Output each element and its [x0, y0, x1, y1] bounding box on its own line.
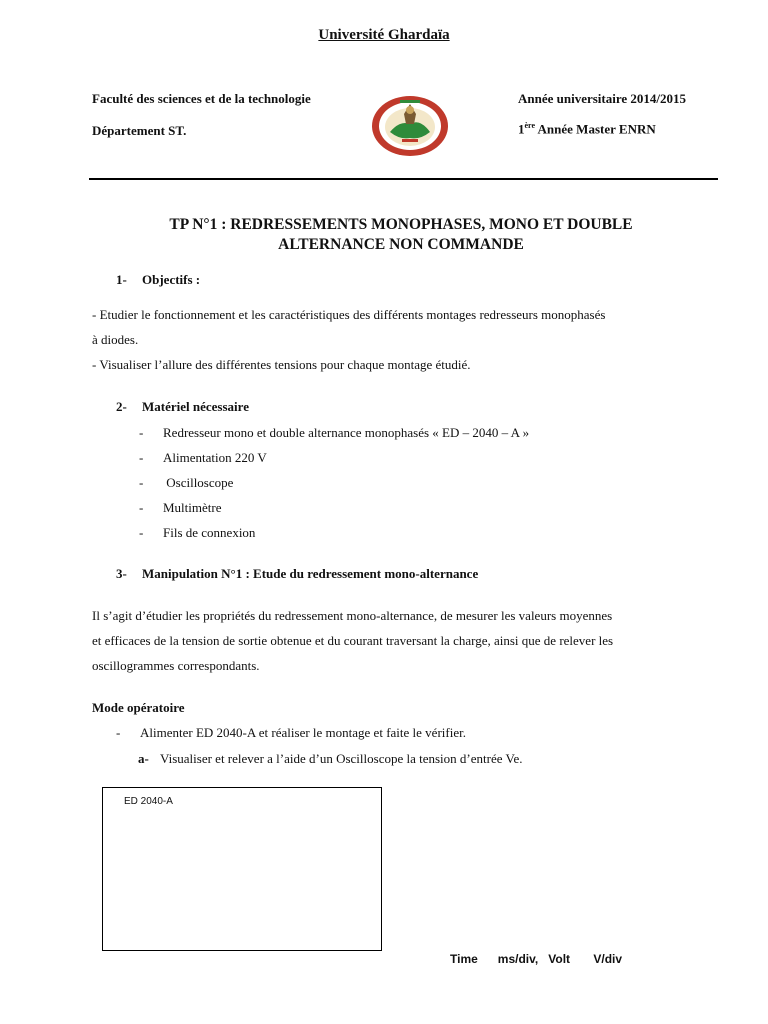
section-number: 2- — [116, 399, 127, 414]
oscillogram-box — [102, 787, 382, 951]
tp-title — [100, 215, 702, 255]
sub-step-text: Visualiser et relever a l’aide d’un Oscilloscope la tension d’entrée Ve. — [160, 751, 523, 766]
manipulation-line2: et efficaces de la tension de sortie obtenue et du courant traversant la charge, ainsi que de relever les — [92, 633, 614, 648]
list-item: - Multimètre — [139, 500, 222, 515]
list-item-text: Oscilloscope — [163, 475, 234, 490]
section-title: Matériel nécessaire — [142, 399, 249, 414]
objectifs-line1: - Etudier le fonctionnement et les caractéristiques des différents montages redresseurs monophasés — [92, 307, 606, 322]
list-item: - Fils de connexion — [139, 525, 256, 540]
university-logo-icon — [370, 94, 450, 158]
mode-operatoire-heading: Mode opératoire — [92, 700, 185, 715]
tp-title-line1: TP N°1 : REDRESSEMENTS MONOPHASES, MONO ET DOUBLE — [169, 216, 633, 233]
tp-title-line2: ALTERNANCE NON COMMANDE — [278, 236, 524, 253]
list-item-text: Alimentation 220 V — [163, 450, 267, 465]
header-divider — [89, 178, 718, 180]
section-title: Manipulation N°1 : Etude du redressement mono-alternance — [142, 566, 479, 581]
section-title: Objectifs : — [142, 272, 201, 287]
list-item: - Redresseur mono et double alternance monophasés « ED – 2040 – A » — [139, 425, 530, 440]
section-manipulation-heading — [116, 566, 478, 582]
faculty-label: Faculté des sciences et de la technologie — [92, 91, 311, 106]
manipulation-text — [92, 603, 722, 678]
box-label: ED 2040-A — [124, 796, 173, 807]
list-item-text: Multimètre — [163, 500, 222, 515]
sub-step — [138, 751, 522, 767]
list-item: - Oscilloscope — [139, 475, 234, 490]
step-text: Alimenter ED 2040-A et réaliser le montage et faite le vérifier. — [140, 725, 466, 740]
objectifs-text — [92, 302, 722, 377]
level-sup: ère — [524, 121, 536, 130]
list-item-text: Redresseur mono et double alternance monophasés « ED – 2040 – A » — [163, 425, 530, 440]
level-prefix: 1 — [518, 121, 525, 137]
list-item: - Alimentation 220 V — [139, 450, 267, 465]
academic-year: Année universitaire 2014/2015 — [518, 91, 687, 106]
section-number: 3- — [116, 566, 127, 581]
section-objectifs-heading — [116, 272, 200, 288]
sub-step-label: a- — [138, 751, 149, 766]
time-volt-line: Time ms/div, Volt V/div — [450, 952, 623, 966]
level-label — [518, 121, 656, 137]
list-item: - Alimenter ED 2040-A et réaliser le montage et faite le vérifier. — [116, 725, 466, 740]
department-label: Département ST. — [92, 123, 187, 138]
section-number: 1- — [116, 272, 127, 287]
objectifs-line3: - Visualiser l’allure des différentes tensions pour chaque montage étudié. — [92, 357, 471, 372]
level-rest: Année Master ENRN — [535, 121, 656, 137]
section-materiel-heading — [116, 399, 249, 415]
university-title: Université Ghardaïa — [318, 27, 450, 43]
manipulation-line3: oscillogrammes correspondants. — [92, 658, 260, 673]
manipulation-line1: Il s’agit d’étudier les propriétés du redressement mono-alternance, de mesurer les valeurs moyennes — [92, 608, 613, 623]
list-item-text: Fils de connexion — [163, 525, 256, 540]
objectifs-line2: à diodes. — [92, 332, 139, 347]
